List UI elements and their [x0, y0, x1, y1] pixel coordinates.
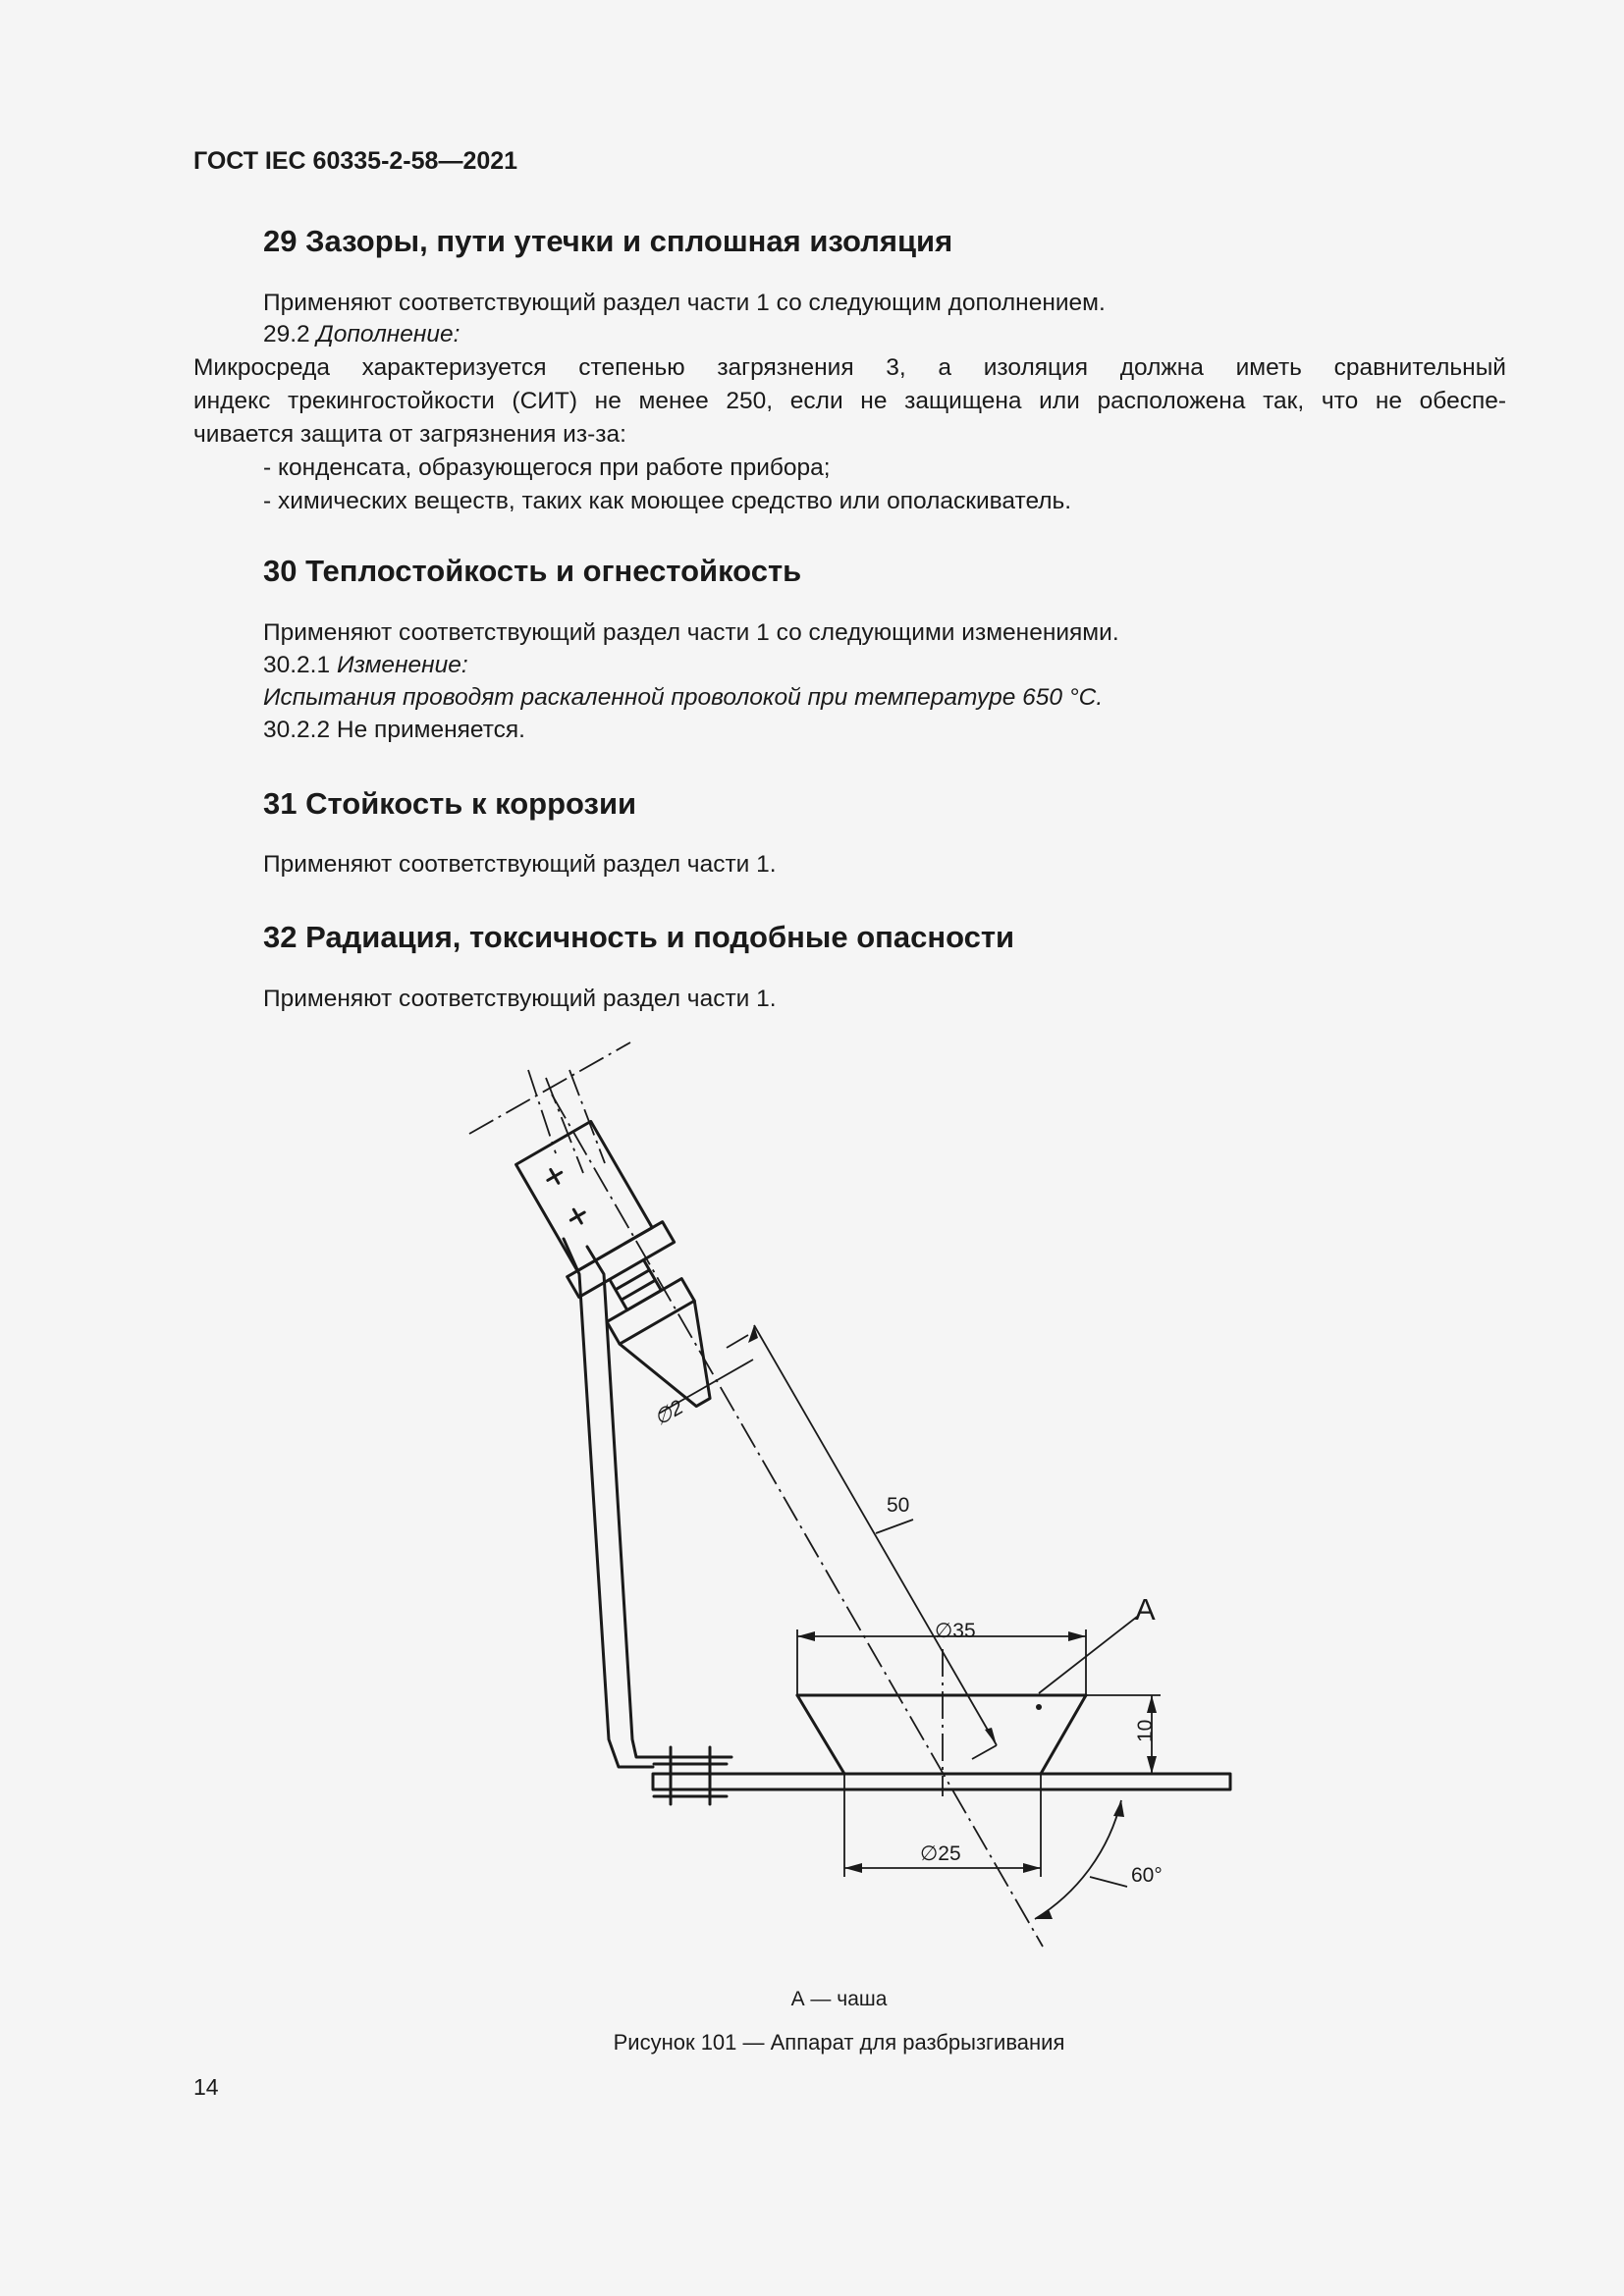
section-30-line3: Испытания проводят раскаленной проволокой при температуре 650 °С. [263, 684, 1104, 711]
stand-arm-outer [564, 1239, 653, 1767]
section-32-title: 32 Радиация, токсичность и подобные опасности [263, 920, 1015, 954]
callout-a: А [1135, 1592, 1156, 1627]
nozzle-body [516, 1121, 653, 1270]
section-29-para-c: чивается защита от загрязнения из-за: [193, 421, 626, 448]
figure-spray-apparatus [452, 1039, 1257, 1961]
document-header: ГОСТ IEC 60335-2-58—2021 [193, 147, 518, 175]
nozzle-thread [610, 1259, 662, 1309]
label-h10: 10 [1134, 1719, 1157, 1742]
figure-legend: А — чаша [790, 1988, 888, 2010]
section-32-line1: Применяют соответствующий раздел части 1. [263, 986, 777, 1012]
spray-axis [552, 1095, 1043, 1947]
base-plate [653, 1774, 1230, 1789]
bowl-right-wall [1041, 1695, 1086, 1774]
clause-number: 29.2 [263, 321, 310, 347]
clause-type: Изменение: [336, 652, 468, 678]
label-d25: ∅25 [920, 1842, 961, 1865]
section-29-clause [263, 318, 460, 351]
section-31-title: 31 Стойкость к коррозии [263, 786, 637, 821]
label-d35: ∅35 [935, 1620, 976, 1642]
section-29-para-a: Микросреда характеризуется степенью загрязнения 3, а изоляция должна иметь сравнительный [193, 354, 1506, 381]
section-29-para-b: индекс трекингостойкости (СИТ) не менее 250, если не защищена или расположена так, что не обеспе- [193, 388, 1506, 414]
label-angle-60: 60° [1131, 1864, 1163, 1887]
section-29-bullet-1: - конденсата, образующегося при работе прибора; [263, 454, 831, 481]
clause-number: 30.2.1 [263, 652, 331, 678]
section-31-line1: Применяют соответствующий раздел части 1. [263, 851, 777, 878]
label-d2: ∅2 [650, 1396, 687, 1430]
clause-type: Дополнение: [316, 321, 460, 347]
page-number: 14 [193, 2074, 219, 2100]
section-30-line4: 30.2.2 Не применяется. [263, 717, 525, 743]
section-30-line1: Применяют соответствующий раздел части 1 со следующими изменениями. [263, 619, 1119, 646]
section-29-title: 29 Зазоры, пути утечки и сплошная изоляция [263, 224, 953, 258]
section-30-clause [263, 649, 468, 682]
section-29-line1: Применяют соответствующий раздел части 1 со следующим дополнением. [263, 290, 1106, 316]
label-length-50: 50 [887, 1494, 910, 1517]
figure-caption: Рисунок 101 — Аппарат для разбрызгивания [613, 2030, 1065, 2055]
section-29-bullet-2: - химических веществ, таких как моющее средство или ополаскиватель. [263, 488, 1072, 514]
bowl-left-wall [797, 1695, 844, 1774]
section-30-title: 30 Теплостойкость и огнестойкость [263, 554, 802, 588]
